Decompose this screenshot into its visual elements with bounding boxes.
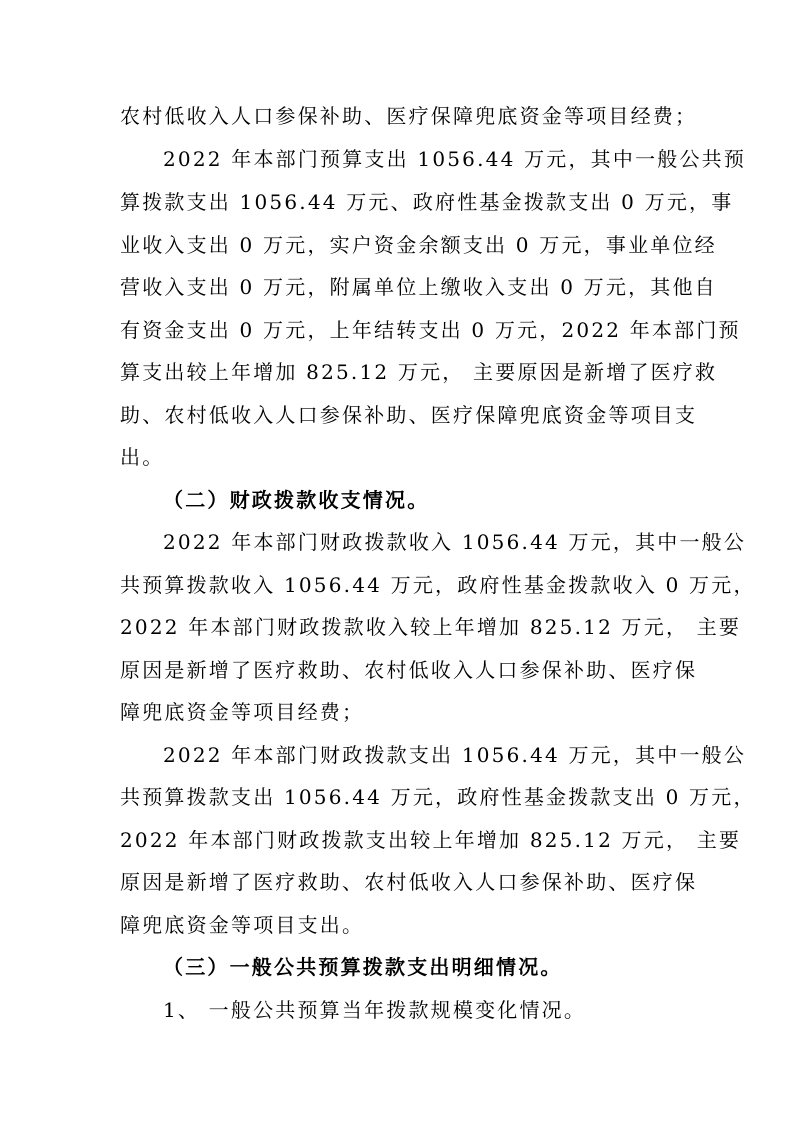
paragraph-line: 业收入支出 0 万元，实户资金余额支出 0 万元，事业单位经 [120, 233, 717, 257]
paragraph-line: 障兜底资金等项目支出。 [120, 913, 365, 937]
paragraph-line: 2022 年本部门财政拨款收入 1056.44 万元，其中一般公 [163, 530, 747, 554]
paragraph-line: 2022 年本部门财政拨款支出 1056.44 万元，其中一般公 [163, 743, 747, 767]
paragraph-line: 算支出较上年增加 825.12 万元， 主要原因是新增了医疗救 [120, 360, 718, 384]
section-heading: （三）一般公共预算拨款支出明细情况。 [163, 955, 563, 979]
paragraph-line: 2022 年本部门预算支出 1056.44 万元，其中一般公共预 [163, 147, 747, 171]
paragraph-line: 算拨款支出 1056.44 万元、政府性基金拨款支出 0 万元，事 [120, 190, 734, 214]
section-heading: （二）财政拨款收支情况。 [163, 488, 430, 512]
paragraph-line: 原因是新增了医疗救助、农村低收入人口参保补助、医疗保 [120, 870, 698, 894]
paragraph-line: 共预算拨款收入 1056.44 万元，政府性基金拨款收入 0 万元， [120, 573, 756, 597]
paragraph-line: 出。 [120, 445, 165, 469]
paragraph-line: 障兜底资金等项目经费； [120, 700, 365, 724]
paragraph-line: 1、 一般公共预算当年拨款规模变化情况。 [163, 998, 587, 1022]
paragraph-line: 2022 年本部门财政拨款支出较上年增加 825.12 万元， 主要 [120, 828, 742, 852]
paragraph-line: 有资金支出 0 万元，上年结转支出 0 万元，2022 年本部门预 [120, 318, 741, 342]
paragraph-line: 营收入支出 0 万元，附属单位上缴收入支出 0 万元，其他自 [120, 275, 717, 299]
paragraph-line: 2022 年本部门财政拨款收入较上年增加 825.12 万元， 主要 [120, 615, 742, 639]
paragraph-line: 助、农村低收入人口参保补助、医疗保障兜底资金等项目支 [120, 403, 698, 427]
paragraph-line: 原因是新增了医疗救助、农村低收入人口参保补助、医疗保 [120, 658, 698, 682]
paragraph-line: 共预算拨款支出 1056.44 万元，政府性基金拨款支出 0 万元， [120, 785, 756, 809]
paragraph-line: 农村低收入人口参保补助、医疗保障兜底资金等项目经费； [120, 104, 698, 128]
